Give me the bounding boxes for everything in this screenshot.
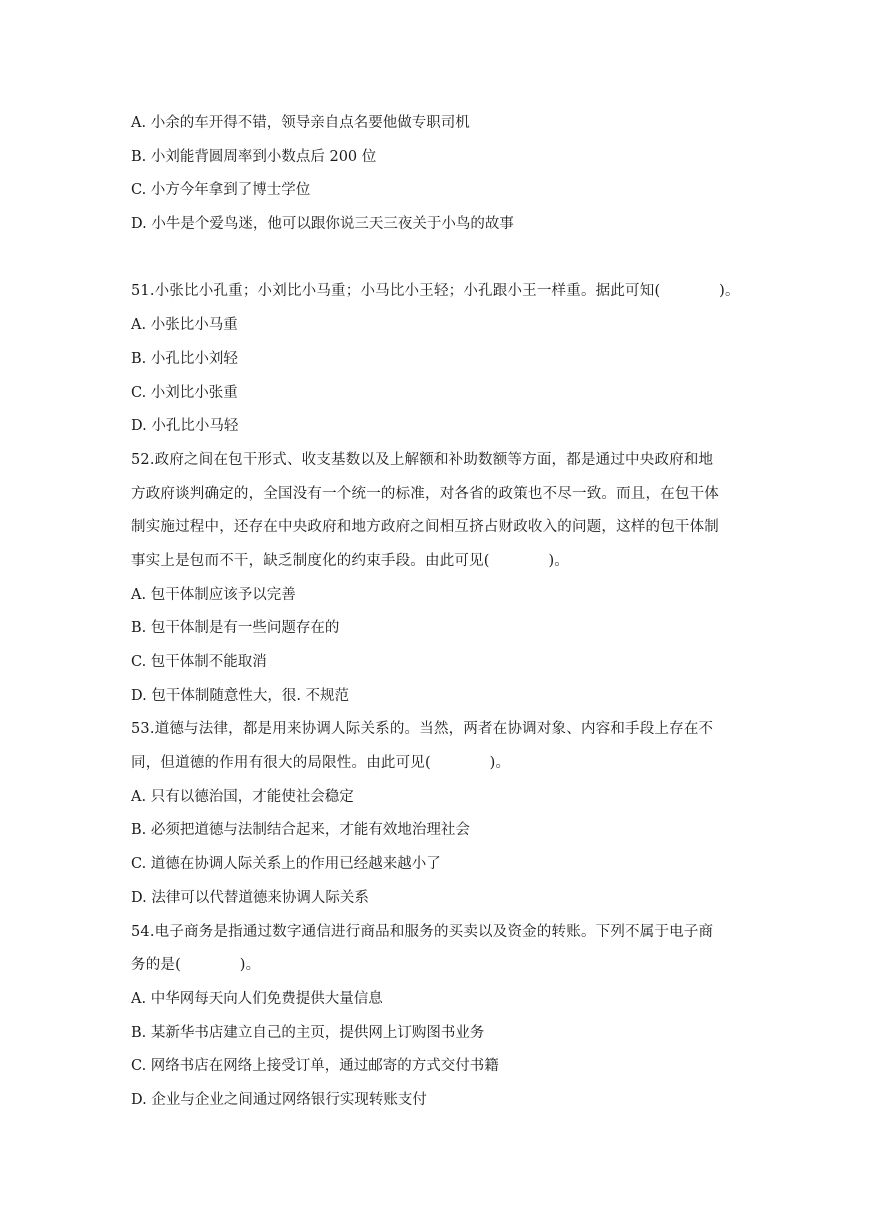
- option-line: D. 小牛是个爱鸟迷，他可以跟你说三天三夜关于小鸟的故事: [131, 216, 514, 233]
- option-line: B. 某新华书店建立自己的主页，提供网上订购图书业务: [131, 1024, 485, 1041]
- question-stem: 制实施过程中，还存在中央政府和地方政府之间相互挤占财政收入的问题，这样的包干体制: [131, 519, 719, 536]
- question-stem: 53.道德与法律，都是用来协调人际关系的。当然，两者在协调对象、内容和手段上存在不: [131, 721, 714, 738]
- paragraph-gap: [131, 242, 741, 276]
- question-52: [131, 444, 741, 714]
- option-line: C. 道德在协调人际关系上的作用已经越来越小了: [131, 856, 441, 873]
- question-stem: 方政府谈判确定的，全国没有一个统一的标准，对各省的政策也不尽一致。而且，在包干体: [131, 485, 719, 502]
- option-line: D. 包干体制随意性大，很. 不规范: [131, 687, 350, 704]
- option-line: C. 小方今年拿到了博士学位: [131, 182, 311, 199]
- question-53: [131, 713, 741, 915]
- option-line: B. 小孔比小刘轻: [131, 350, 238, 367]
- option-line: C. 网络书店在网络上接受订单，通过邮寄的方式交付书籍: [131, 1058, 499, 1075]
- option-line: C. 包干体制不能取消: [131, 654, 267, 670]
- option-line: A. 包干体制应该予以完善: [131, 586, 296, 603]
- option-line: B. 必须把道德与法制结合起来，才能有效地治理社会: [131, 822, 470, 839]
- question-stem: 52.政府之间在包干形式、收支基数以及上解额和补助数额等方面，都是通过中央政府和地: [131, 451, 714, 468]
- option-line: C. 小刘比小张重: [131, 384, 238, 401]
- option-line: A. 小余的车开得不错，领导亲自点名要他做专职司机: [131, 115, 470, 131]
- option-line: D. 企业与企业之间通过网络银行实现转账支付: [131, 1091, 427, 1108]
- option-line: A. 中华网每天向人们免费提供大量信息: [131, 990, 383, 1007]
- option-line: D. 小孔比小马轻: [131, 418, 239, 435]
- question-stem: 51.小张比小孔重；小刘比小马重；小马比小王轻；小孔跟小王一样重。据此可知( )。: [131, 283, 740, 300]
- question-stem: 务的是( )。: [131, 957, 261, 974]
- option-line: B. 小刘能背圆周率到小数点后 200 位: [131, 148, 377, 165]
- option-line: B. 包干体制是有一些问题存在的: [131, 620, 340, 637]
- option-line: D. 法律可以代替道德来协调人际关系: [131, 889, 369, 906]
- question-54: [131, 916, 741, 1118]
- question-stem: 同，但道德的作用有很大的局限性。由此可见( )。: [131, 755, 511, 772]
- option-line: A. 只有以德治国，才能使社会稳定: [131, 788, 354, 805]
- question-stem: 事实上是包而不干，缺乏制度化的约束手段。由此可见( )。: [131, 552, 570, 569]
- page-content: [131, 107, 741, 1118]
- previous-question-options: [131, 107, 741, 242]
- option-line: A. 小张比小马重: [131, 317, 238, 334]
- question-stem: 54.电子商务是指通过数字通信进行商品和服务的买卖以及资金的转账。下列不属于电子商: [131, 923, 714, 940]
- question-51: [131, 275, 741, 443]
